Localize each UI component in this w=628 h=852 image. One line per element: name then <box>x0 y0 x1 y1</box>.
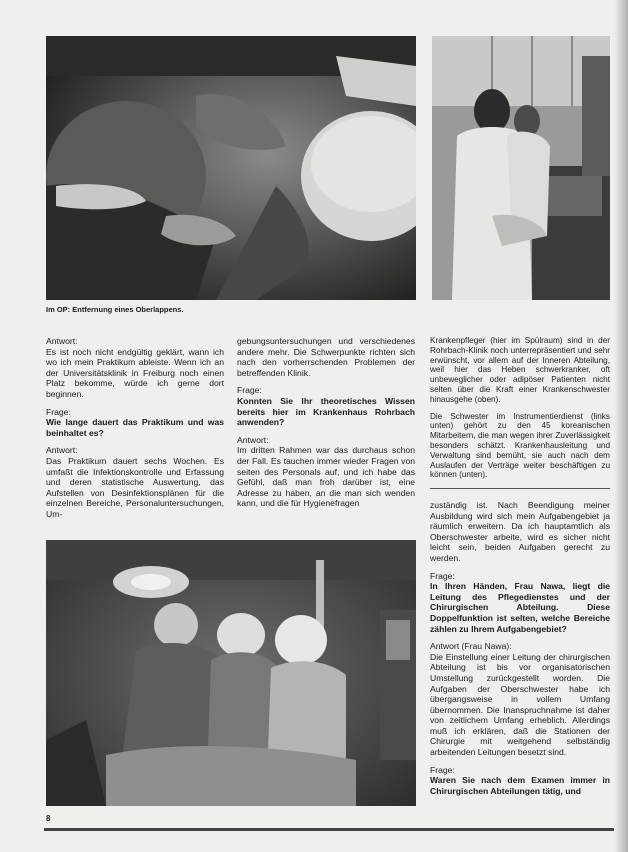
speaker-label: Antwort: <box>237 434 269 445</box>
body-paragraph: Das Praktikum dauert sechs Wochen. Es umfaßt die Infektionskontrolle und Erfassung und deren statistische Auswertung, das Aufstellen von Desinfektionsplänen für die einzelnen Bereiche, Personaluntersuchungen, Um- <box>46 455 224 519</box>
body-paragraph: Die Einstellung einer Leitung der chirurgischen Abteilung ist bis vor organisatorischen Umstellung zurückgestellt worden. Die Aufgaben der Oberschwester habe ich übergangsweise in vollem Umfang übernommen. Die Inanspruchnahme ist daher von zeitlichem Umfang erheblich. Allerdings muß ich erklären, daß die Stationen der Chirurgie mit weitgehend selbständig arbeitenden Leitungen besetzt sind. <box>430 651 610 758</box>
interview-question: Konnten Sie Ihr theoretisches Wissen bereits hier im Krankenhaus Rohrbach anwenden? <box>237 395 415 428</box>
body-paragraph: zuständig ist. Nach Beendigung meiner Ausbildung wird sich mein Aufgabengebiet ja räumlich erweitern. Da ich hauptamtlich als Oberschwester arbeite, wird es sicher nicht leicht sein, beiden Aufgaben gerecht zu werden. <box>430 500 610 563</box>
surgical-team-photo <box>46 540 416 806</box>
speaker-label: Antwort: <box>46 445 78 456</box>
photo-caption: Im OP: Entfernung eines Oberlappens. <box>46 305 184 314</box>
text-column-2 <box>237 336 415 516</box>
page-bottom-rule <box>44 828 614 831</box>
body-paragraph: Im dritten Rahmen war das durchaus schon der Fall. Es tauchen immer wieder Fragen von seiten des Personals auf, und ich habe das Gefühl, daß man froh darüber ist, eine Adresse zu haben, an die man sich wenden kann, und die für Hygienefragen <box>237 445 415 509</box>
text-column-1 <box>46 336 224 527</box>
speaker-label: Frage: <box>237 385 262 396</box>
speaker-label: Frage: <box>430 570 455 581</box>
body-paragraph: Die Schwester im Instrumentierdienst (links unten) gehört zu den 45 koreanischen Mitarbeitern, die man wegen ihrer Zuverlässigkeit besonders schätzt. Krankenhausleitung und Verwaltung sind bemüht, sie auch nach dem Auslaufen der Verträge weiter beschäftigen zu können (unten). <box>430 411 610 480</box>
body-paragraph: Krankenpfleger (hier im Spülraum) sind in der Rohrbach-Klinik noch unterrepräsentiert und sehr erwünscht, vor allem auf der Inneren Abteilung, weil hier das Heben schwerkranker, oft unbeweglicher oder adipöser Patienten nicht selten über die Kraft einer Krankenschwester hinausgehe (oben). <box>430 336 610 404</box>
operating-room-photo <box>46 36 416 300</box>
speaker-label: Frage: <box>46 406 71 417</box>
body-paragraph: Es ist noch nicht endgültig geklärt, wann ich wo ich mein Praktikum ableiste. Wenn ich an der Universitätsklinik in Freiburg noch einen Platz bekomme, würde ich gerne dort beginnen. <box>46 346 224 399</box>
interview-question: Waren Sie nach dem Examen immer in Chirurgischen Abteilungen tätig, und <box>430 775 610 796</box>
interview-question: Wie lange dauert das Praktikum und was beinhaltet es? <box>46 417 224 438</box>
text-column-3-captions <box>430 336 610 487</box>
body-paragraph: gebungsuntersuchungen und verschiedenes andere mehr. Die Schwerpunkte richten sich nach den vorherrschenden Problemen der betreffenden Klinik. <box>237 336 415 378</box>
text-column-3 <box>430 500 610 803</box>
nurses-sink-photo <box>432 36 610 300</box>
interview-question: In Ihren Händen, Frau Nawa, liegt die Leitung des Pflegedienstes und der Chirurgischen Abteilung. Diese Doppelfunktion ist selten, welche Bereiche zählen zu Ihrem Aufgabengebiet? <box>430 581 610 634</box>
page-number: 8 <box>46 814 51 823</box>
column-divider <box>430 488 610 489</box>
page-edge-shadow <box>614 0 628 852</box>
speaker-label: Frage: <box>430 764 455 775</box>
speaker-label: Antwort (Frau Nawa): <box>430 641 512 652</box>
speaker-label: Antwort: <box>46 336 78 346</box>
